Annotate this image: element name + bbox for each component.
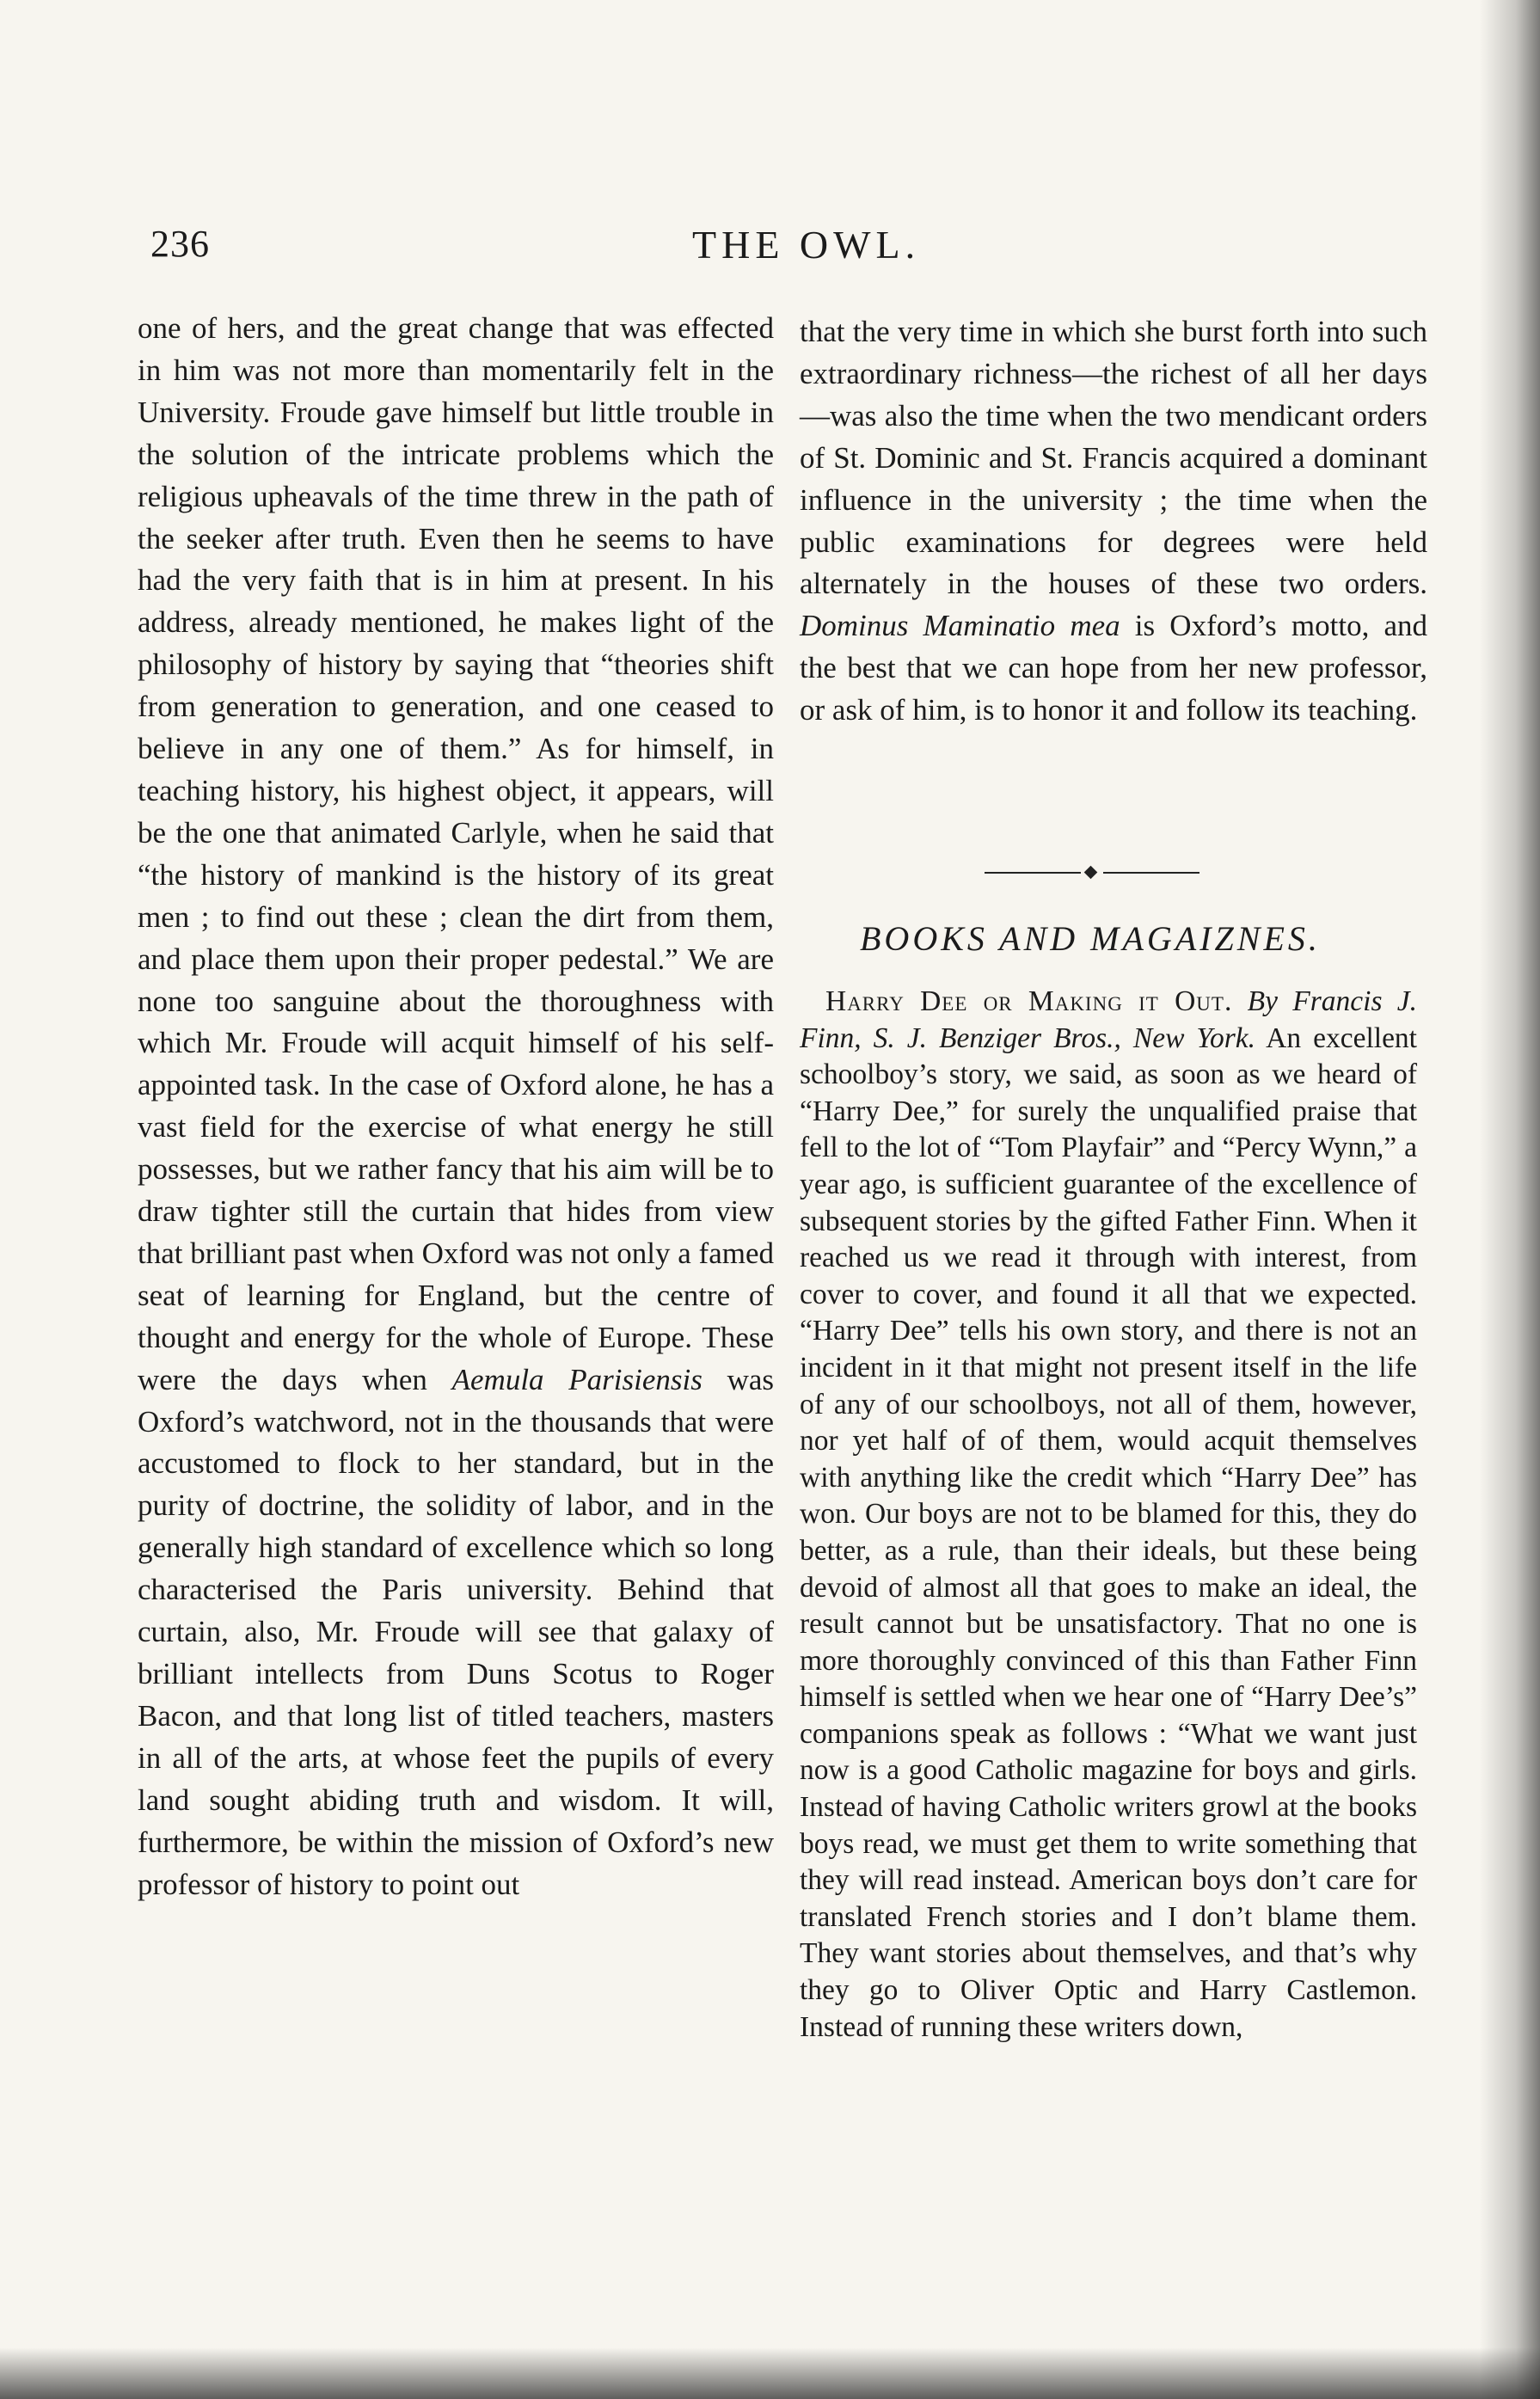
right-text-part-2: is Oxford’s motto, and the best that we can hope from her new professor, or ask of him, is to honor it and follow its teaching.	[800, 609, 1428, 727]
left-column-paragraph	[138, 308, 774, 1905]
running-title: THE OWL.	[692, 223, 921, 267]
section-title: BOOKS AND MAGAIZNES.	[860, 919, 1321, 958]
review-book-title: Harry Dee or Making it Out.	[825, 985, 1233, 1017]
divider-rule-right	[1103, 872, 1199, 874]
book-review	[800, 984, 1417, 2046]
page-header	[150, 222, 1423, 282]
review-body: An excellent schoolboy’s story, we said, as soon as we heard of “Harry Dee,” for surely the unqualified praise that fell to the lot of “Tom Playfair” and “Percy Wynn,” a year ago, is sufficient guarantee of the excellence of subsequent stories by the gifted Father Finn. When it reached us we read it through with interest, from cover to cover, and found it all that we expected. “Harry Dee” tells his own story, and there is not an incident in it that might not present itself in the life of any of our schoolboys, not all of them, however, nor yet half of of them, would acquit themselves with anything like the credit which “Harry Dee” has won. Our boys are not to be blamed for this, they do better, as a rule, than their ideals, but these being devoid of almost all that goes to make an ideal, the result cannot but be unsatisfactory. That no one is more thoroughly convinced of this than Father Finn himself is settled when we hear one of “Harry Dee’s” companions speak as follows : “What we want just now is a good Catholic magazine for boys and girls. Instead of having Catholic writers growl at the books boys read, we must get them to write something that they will read instead. American boys don’t care for translated French stories and I don’t blame them. They want stories about themselves, and that’s why they go to Oliver Optic and Harry Castlemon. Instead of running these writers down,	[800, 1022, 1417, 2043]
divider-diamond-icon	[1084, 866, 1098, 880]
left-text-part-1: one of hers, and the great change that was effected in him was not more than momentarily felt in the University. Froude gave himself but little trouble in the solution of the intricate problems which the religious upheavals of the time threw in the path of the seeker after truth. Even then he seems to have had the very faith that is in him at present. In his address, already mentioned, he makes light of the philosophy of history by saying that “theories shift from generation to generation, and one ceased to believe in any one of them.” As for himself, in teaching history, his highest object, it appears, will be the one that animated Carlyle, when he said that “the history of mankind is the history of its great men ; to find out these ; clean the dirt from them, and place them upon their proper pedestal.” We are none too sanguine about the thoroughness with which Mr. Froude will acquit himself of his self-appointed task. In the case of Oxford alone, he has a vast field for the exercise of what energy he still possesses, but we rather fancy that his aim will be to draw tighter still the curtain that hides from view that brilliant past when Oxford was not only a famed seat of learning for England, but the centre of thought and energy for the whole of Europe. These were the days when	[138, 311, 774, 1396]
left-column	[138, 308, 774, 1905]
section-divider-ornament	[985, 866, 1199, 880]
review-author-publisher: Francis J. Finn, S. J. Benziger Bros., New York.	[800, 985, 1418, 1054]
right-column	[800, 311, 1427, 732]
page-bottom-shadow	[0, 2347, 1540, 2399]
review-by: By	[1247, 985, 1278, 1017]
right-column-paragraph	[800, 311, 1427, 732]
page-number: 236	[150, 223, 210, 265]
divider-rule-left	[985, 872, 1081, 874]
page-edge-shadow	[1480, 0, 1540, 2399]
right-italic-phrase: Dominus Maminatio mea	[800, 609, 1120, 643]
left-text-part-2: was Oxford’s watchword, not in the thousands that were accustomed to flock to her standard, but in the purity of doctrine, the solidity of labor, and in the generally high standard of excellence which so long characterised the Paris university. Behind that curtain, also, Mr. Froude will see that galaxy of brilliant intellects from Duns Scotus to Roger Bacon, and that long list of titled teachers, masters in all of the arts, at whose feet the pupils of every land sought abiding truth and wisdom. It will, furthermore, be within the mission of Oxford’s new professor of history to point out	[138, 1362, 774, 1901]
right-text-part-1: that the very time in which she burst forth into such extraordinary richness—the richest of all her days—was also the time when the two mendicant orders of St. Dominic and St. Francis acquired a dominant influence in the university ; the time when the public examinations for degrees were held alternately in the houses of these two orders.	[800, 315, 1427, 601]
left-italic-phrase: Aemula Parisiensis	[451, 1362, 703, 1396]
